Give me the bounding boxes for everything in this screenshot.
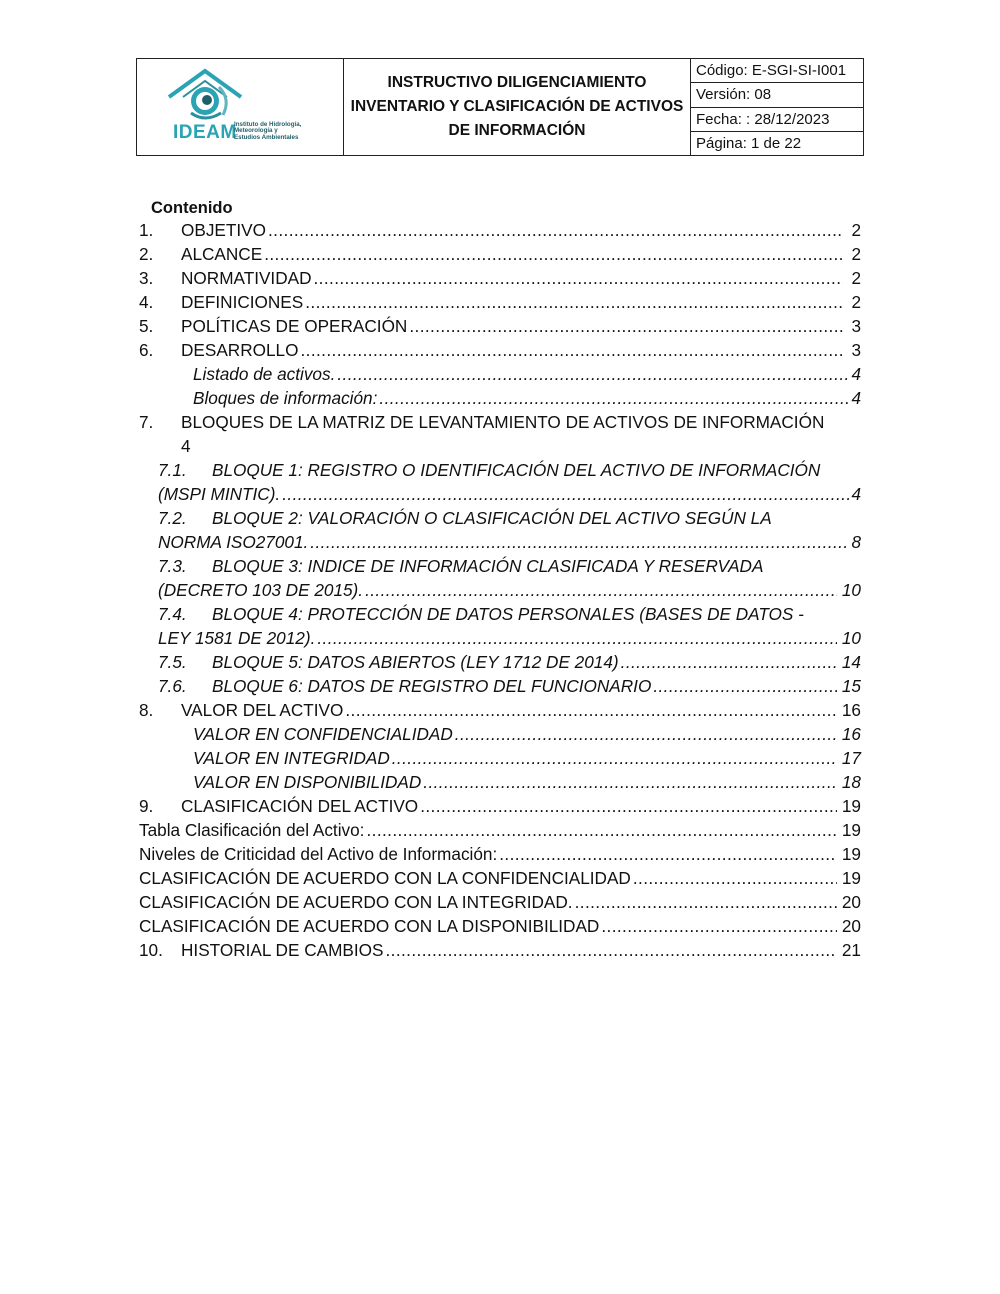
toc-entry[interactable]: VALOR EN CONFIDENCIALIDAD ..... 16 <box>139 722 861 746</box>
toc-entry[interactable]: 3. NORMATIVIDAD ..... 2 <box>139 266 861 290</box>
toc-entry[interactable]: CLASIFICACIÓN DE ACUERDO CON LA DISPONIBILIDAD ..... 20 <box>139 914 861 938</box>
logo-wordmark: IDEAM <box>173 122 237 143</box>
toc-entry[interactable]: 4. DEFINICIONES ..... 2 <box>139 290 861 314</box>
toc-entry-continuation[interactable]: NORMA ISO27001. ..... 8 <box>139 530 861 554</box>
logo-cell <box>137 59 344 155</box>
ideam-logo-icon <box>165 67 245 125</box>
toc-entry-continuation[interactable]: 4 <box>181 436 191 456</box>
document-page: Página: 1 de 22 <box>696 134 802 152</box>
toc-entry-continuation[interactable]: LEY 1581 DE 2012). ..... 10 <box>139 626 861 650</box>
document-version: Versión: 08 <box>691 83 863 107</box>
table-of-contents <box>139 218 861 962</box>
toc-entry[interactable]: 7.2. BLOQUE 2: VALORACIÓN O CLASIFICACIÓN DEL ACTIVO SEGÚN LA <box>158 508 772 528</box>
document-code: Código: E-SGI-SI-I001 <box>691 59 863 83</box>
toc-title: Contenido <box>151 199 233 217</box>
toc-entry[interactable]: Niveles de Criticidad del Activo de Información: ..... 19 <box>139 842 861 866</box>
toc-entry-continuation[interactable]: (MSPI MINTIC). ..... 4 <box>139 482 861 506</box>
toc-entry[interactable]: 2. ALCANCE ..... 2 <box>139 242 861 266</box>
toc-entry-continuation[interactable]: (DECRETO 103 DE 2015). ..... 10 <box>139 578 861 602</box>
toc-entry[interactable]: 10. HISTORIAL DE CAMBIOS ..... 21 <box>139 938 861 962</box>
toc-entry[interactable]: Bloques de información: ..... 4 <box>139 386 861 410</box>
logo-subtitle: Instituto de Hidrología, Meteorología y Estudios Ambientales <box>234 121 302 141</box>
document-date: Fecha: : 28/12/2023 <box>691 108 863 132</box>
toc-entry[interactable]: CLASIFICACIÓN DE ACUERDO CON LA INTEGRIDAD. ..... 20 <box>139 890 861 914</box>
toc-entry[interactable]: VALOR EN INTEGRIDAD ..... 17 <box>139 746 861 770</box>
document-title: INSTRUCTIVO DILIGENCIAMIENTO INVENTARIO Y CLASIFICACIÓN DE ACTIVOS DE INFORMACIÓN <box>344 59 691 155</box>
toc-entry[interactable]: 1. OBJETIVO ..... 2 <box>139 218 861 242</box>
toc-entry[interactable]: CLASIFICACIÓN DE ACUERDO CON LA CONFIDENCIALIDAD ..... 19 <box>139 866 861 890</box>
toc-entry[interactable]: Tabla Clasificación del Activo: ..... 19 <box>139 818 861 842</box>
document-header <box>136 58 864 156</box>
toc-entry[interactable]: 7.6. BLOQUE 6: DATOS DE REGISTRO DEL FUNCIONARIO ..... 15 <box>139 674 861 698</box>
toc-entry[interactable]: 7. BLOQUES DE LA MATRIZ DE LEVANTAMIENTO DE ACTIVOS DE INFORMACIÓN <box>139 412 825 432</box>
toc-entry[interactable]: 7.1. BLOQUE 1: REGISTRO O IDENTIFICACIÓN DEL ACTIVO DE INFORMACIÓN <box>158 460 821 480</box>
toc-entry[interactable]: 7.4. BLOQUE 4: PROTECCIÓN DE DATOS PERSONALES (BASES DE DATOS - <box>158 604 804 624</box>
toc-entry[interactable]: Listado de activos. ..... 4 <box>139 362 861 386</box>
document-meta <box>691 59 863 155</box>
toc-entry[interactable]: 7.3. BLOQUE 3: INDICE DE INFORMACIÓN CLASIFICADA Y RESERVADA <box>158 556 764 576</box>
toc-entry[interactable]: 5. POLÍTICAS DE OPERACIÓN ..... 3 <box>139 314 861 338</box>
toc-entry[interactable]: 6. DESARROLLO ..... 3 <box>139 338 861 362</box>
toc-entry[interactable]: VALOR EN DISPONIBILIDAD ..... 18 <box>139 770 861 794</box>
toc-entry[interactable]: 8. VALOR DEL ACTIVO ..... 16 <box>139 698 861 722</box>
toc-entry[interactable]: 9. CLASIFICACIÓN DEL ACTIVO ..... 19 <box>139 794 861 818</box>
toc-entry[interactable]: 7.5. BLOQUE 5: DATOS ABIERTOS (LEY 1712 DE 2014) ..... 14 <box>139 650 861 674</box>
